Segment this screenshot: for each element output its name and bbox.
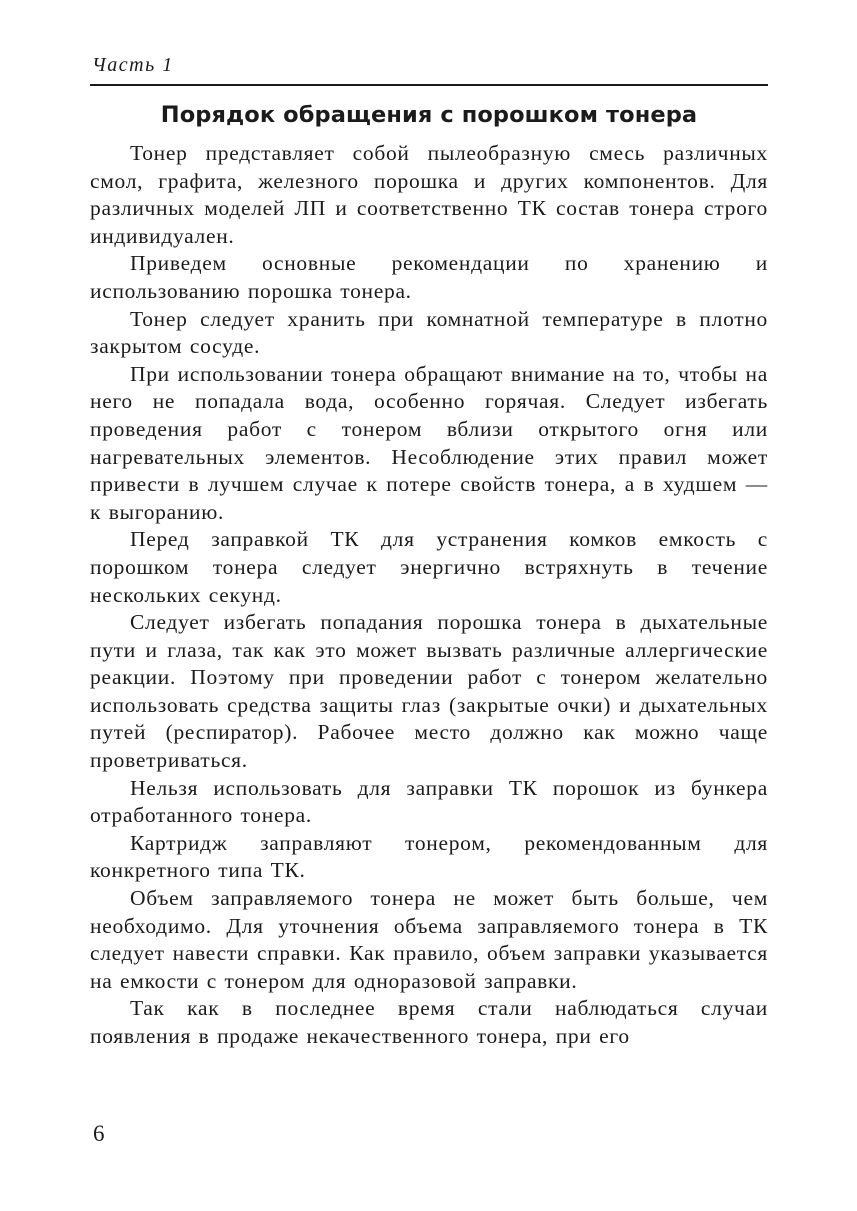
body-text (90, 140, 768, 1051)
paragraph: Следует избегать попадания порошка тонера в дыхательные пути и глаза, так как это может вызвать различные аллергические реакции. Поэтому при проведении работ с тонером желательно использовать средства защиты глаз (закрытые очки) и дыхательных путей (респиратор). Рабочее место должно как можно чаще проветриваться. (90, 610, 768, 773)
paragraph: Тонер следует хранить при комнатной температуре в плотно закрытом сосуде. (90, 306, 768, 359)
paragraph: Объем заправляемого тонера не может быть больше, чем необходимо. Для уточнения объема заправляемого тонера в ТК следует навести справки. Как правило, объем заправки указывается на емкости с тонером для одноразовой заправки. (90, 886, 768, 993)
page-number: 6 (93, 1121, 105, 1146)
page-content (90, 52, 768, 1051)
paragraph: Перед заправкой ТК для устранения комков емкость с порошком тонера следует энергично встряхнуть в течение нескольких секунд. (90, 527, 768, 607)
paragraph: Нельзя использовать для заправки ТК порошок из бункера отработанного тонера. (90, 775, 768, 828)
paragraph: Так как в последнее время стали наблюдаться случаи появления в продаже некачественного тонера, при его (90, 996, 768, 1048)
paragraph: Тонер представляет собой пылеобразную смесь различных смол, графита, железного порошка и других компонентов. Для различных моделей ЛП и соответственно ТК состав тонера строго индивидуален. (90, 141, 768, 248)
paragraph: Приведем основные рекомендации по хранению и использованию порошка тонера. (90, 251, 768, 303)
running-header: Часть 1 (90, 52, 768, 86)
section-title: Порядок обращения с порошком тонера (160, 102, 698, 128)
paragraph: При использовании тонера обращают внимание на то, чтобы на него не попадала вода, особенно горячая. Следует избегать проведения работ с тонером вблизи открытого огня или нагревательных элементов. Несоблюдение этих правил может привести в лучшем случае к потере свойств тонера, а в худшем — к выгоранию. (90, 361, 768, 524)
paragraph: Картридж заправляют тонером, рекомендованным для конкретного типа ТК. (90, 830, 768, 883)
